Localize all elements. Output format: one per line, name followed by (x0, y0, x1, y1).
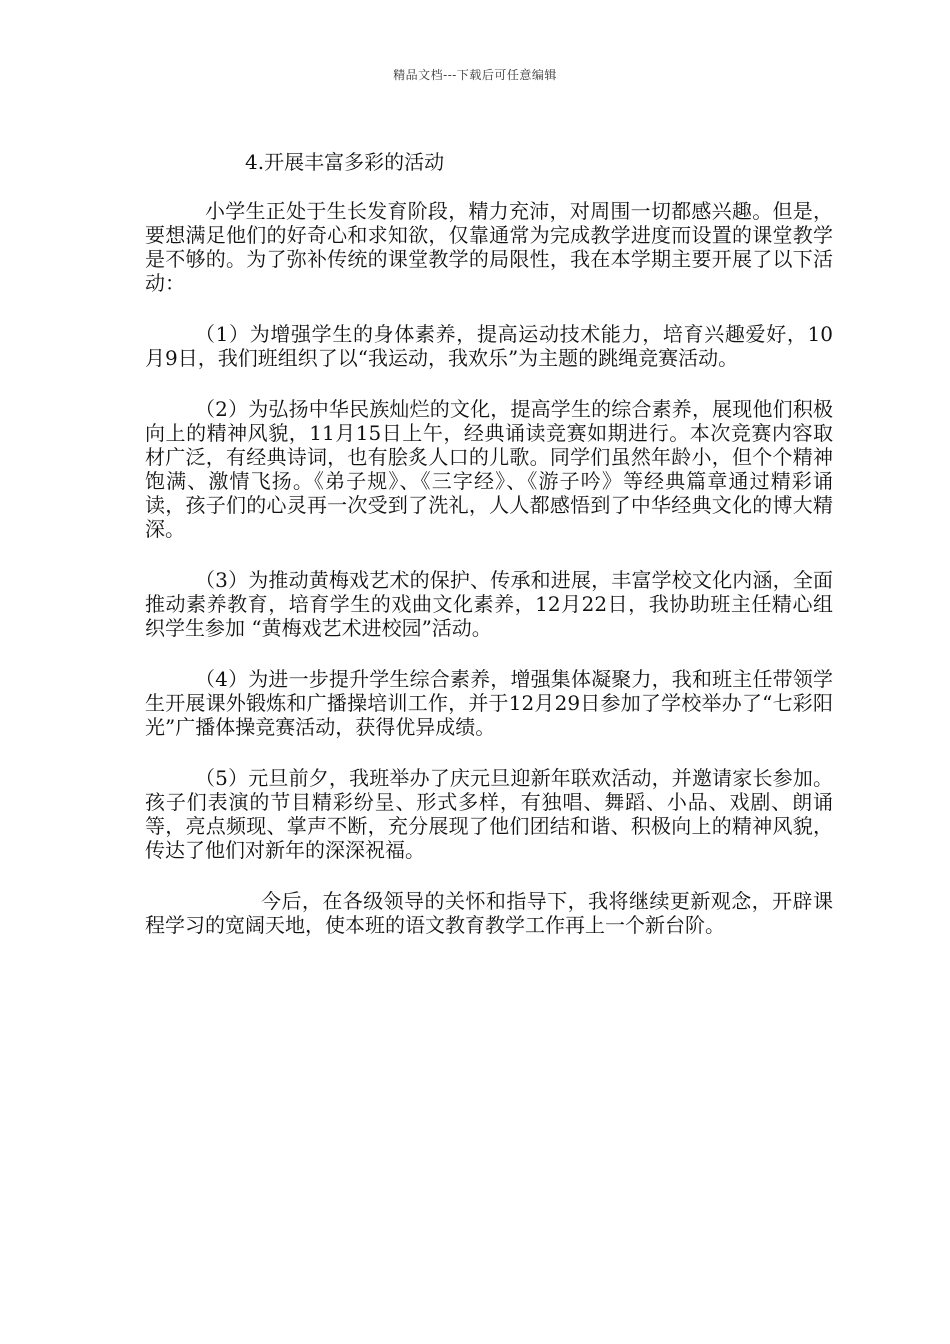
activity-4-paragraph: （4）为进一步提升学生综合素养，增强集体凝聚力，我和班主任带领学生开展课外锻炼和广播操培训工作，并于12月29日参加了学校举办了“七彩阳光”广播体操竞赛活动，获得优异成绩。 (145, 667, 833, 739)
intro-paragraph: 小学生正处于生长发育阶段，精力充沛，对周围一切都感兴趣。但是，要想满足他们的好奇心和求知欲，仅靠通常为完成教学进度而设置的课堂教学是不够的。为了弥补传统的课堂教学的局限性，我在本学期主要开展了以下活动： (145, 199, 833, 295)
activity-3-paragraph: （3）为推动黄梅戏艺术的保护、传承和进展，丰富学校文化内涵，全面推动素养教育，培育学生的戏曲文化素养，12月22日，我协助班主任精心组织学生参加 “黄梅戏艺术进校园”活动。 (145, 568, 833, 640)
activity-1-paragraph: （1）为增强学生的身体素养，提高运动技术能力，培育兴趣爱好，10月9日，我们班组织了以“我运动，我欢乐”为主题的跳绳竞赛活动。 (145, 322, 833, 370)
document-body (145, 149, 833, 964)
page-header: 精品文档---下载后可任意编辑 (393, 68, 557, 82)
section-title: 4.开展丰富多彩的活动 (245, 150, 445, 174)
activity-2-paragraph: （2）为弘扬中华民族灿烂的文化，提高学生的综合素养，展现他们积极向上的精神风貌，11月15日上午，经典诵读竞赛如期进行。本次竞赛内容取材广泛，有经典诗词，也有脍炙人口的儿歌。同学们虽然年龄小，但个个精神饱满、激情飞扬。《弟子规》、《三字经》、《游子吟》等经典篇章通过精彩诵读，孩子们的心灵再一次受到了洗礼，人人都感悟到了中华经典文化的博大精深。 (145, 397, 833, 541)
closing-paragraph: 今后，在各级领导的关怀和指导下，我将继续更新观念，开辟课程学习的宽阔天地，使本班的语文教育教学工作再上一个新台阶。 (145, 889, 833, 937)
activity-5-paragraph: （5）元旦前夕，我班举办了庆元旦迎新年联欢活动，并邀请家长参加。孩子们表演的节目精彩纷呈、形式多样，有独唱、舞蹈、小品、戏剧、朗诵等，亮点频现、掌声不断，充分展现了他们团结和谐、积极向上的精神风貌，传达了他们对新年的深深祝福。 (145, 766, 833, 862)
